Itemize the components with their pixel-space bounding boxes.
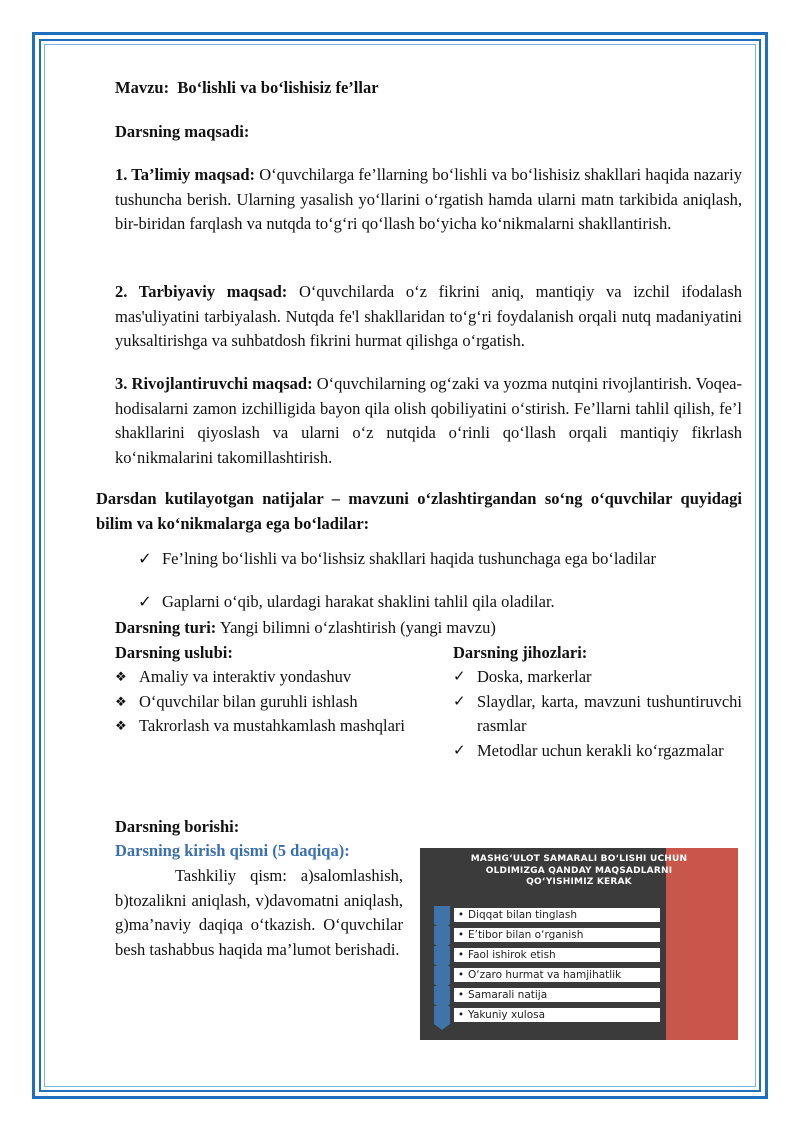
equipment-item: ✓ Metodlar uchun kerakli ko‘rgazmalar [453,739,742,764]
checkmark-icon: ✓ [138,592,152,611]
arrow-down-icon [434,986,450,1004]
goal-upbringing-label: 2. Tarbiyaviy maqsad: [115,282,288,301]
outcomes-heading: Darsdan kutilayotgan natijalar – mavzuni o‘zlashtirgandan so‘ng o‘quvchilar quyidagi bilim va ko‘nikmalarga ega bo‘ladilar: [96,489,742,533]
method-item: ❖ O‘quvchilar bilan guruhli ishlash [115,690,405,715]
infographic-item: • O‘zaro hurmat va hamjihatlik [454,968,660,982]
intro-heading: Darsning kirish qismi (5 daqiqa): [115,841,350,860]
infographic-item: • E’tibor bilan o‘rganish [454,928,660,942]
outcomes-item-1 [138,547,742,572]
diamond-bullet-icon: ❖ [115,693,127,709]
arrow-down-icon [434,966,450,984]
topic-line [115,76,735,101]
infographic-item: • Diqqat bilan tinglash [454,908,660,922]
goal-upbringing [115,280,742,354]
method-heading: Darsning uslubi: [115,643,233,662]
equipment-heading: Darsning jihozlari: [453,643,588,662]
goal-educational [115,163,742,237]
arrow-down-icon [434,946,450,964]
method-item: ❖ Takrorlash va mustahkamlash mashqlari [115,714,405,739]
infographic-title: MASHG‘ULOT SAMARALI BO‘LISHI UCHUN OLDIMIZGA QANDAY MAQSADLARNI QO‘YISHIMIZ KERAK [470,854,688,887]
lesson-type-value: Yangi bilimni o‘zlashtirish (yangi mavzu) [219,618,496,637]
goal-developmental [115,372,742,470]
lesson-type-label: Darsning turi: [115,618,217,637]
goals-infographic [420,848,738,1040]
checkmark-icon: ✓ [453,669,466,685]
goal-educational-label: 1. Ta’limiy maqsad: [115,165,255,184]
goals-heading: Darsning maqsadi: [115,122,250,141]
goal-developmental-label: 3. Rivojlantiruvchi maqsad: [115,374,313,393]
method-item: ❖ Amaliy va interaktiv yondashuv [115,665,405,690]
method-list [115,665,405,739]
intro-text: Tashkiliy qism: a)salomlashish, b)tozalikni aniqlash, v)davomatni aniqlash, g)ma’naviy daqiqa o‘tkazish. O‘quvchilar besh tashabbus haqida ma’lumot berishadi. [115,866,403,959]
diamond-bullet-icon: ❖ [115,718,127,733]
equipment-list [453,665,742,763]
goal-educational-text: O‘quvchilarga fe’llarning bo‘lishli va bo‘lishisiz shakllari haqida nazariy tushuncha berish. Ularning yasalish yo‘llarini o‘rgatish hamda ularni matn tarkibida aniqlash, bir-biridan farqlash va nutqda to‘g‘ri qo‘llash bo‘yicha ko‘nikmalarni shakllantirish. [115,165,742,233]
lesson-type [115,616,742,641]
progress-heading: Darsning borishi: [115,817,240,836]
arrow-down-icon [434,926,450,944]
outcomes-item-2 [138,590,742,615]
goal-upbringing-text: O‘quvchilarda o‘z fikrini aniq, mantiqiy va izchil ifodalash mas'uliyatini tarbiyalash. Nutqda fe'l shakllaridan to‘g‘ri foydalanish orqali nutq madaniyatini yuksaltirishga va suhbatdosh fikrini hurmat qilishga o‘rgatish. [115,282,742,350]
checkmark-icon: ✓ [453,742,466,759]
checkmark-icon: ✓ [453,693,466,710]
goal-developmental-text: O‘quvchilarning og‘zaki va yozma nutqini rivojlantirish. Voqea-hodisalarni zamon izchilligida bayon qila olish qobiliyatini o‘stirish. Fe’llarni tahlil qilish, fe’l shakllarini qiyoslash va ularni o‘z nutqida o‘rinli qo‘llash orqali mantiqiy fikrlash ko‘nikmalarini takomillashtirish. [115,374,742,467]
infographic-item: • Samarali natija [454,988,660,1002]
equipment-item: ✓ Slaydlar, karta, mavzuni tushuntiruvchi rasmlar [453,691,742,735]
arrow-down-icon [434,1006,450,1024]
checkmark-icon: ✓ [138,549,152,568]
infographic-item: • Faol ishirok etish [454,948,660,962]
outcome-text: Gaplarni o‘qib, ulardagi harakat shaklini tahlil qila oladilar. [162,592,555,611]
topic-value: Bo‘lishli va bo‘lishisiz fe’llar [177,78,379,97]
arrow-down-icon [434,906,450,924]
equipment-item: ✓ Doska, markerlar [453,665,742,690]
diamond-bullet-icon: ❖ [115,669,127,684]
outcome-text: Fe’lning bo‘lishli va bo‘lishsiz shakllari haqida tushunchaga ega bo‘ladilar [162,549,656,568]
topic-label: Mavzu: [115,78,170,97]
infographic-item: • Yakuniy xulosa [454,1008,660,1022]
